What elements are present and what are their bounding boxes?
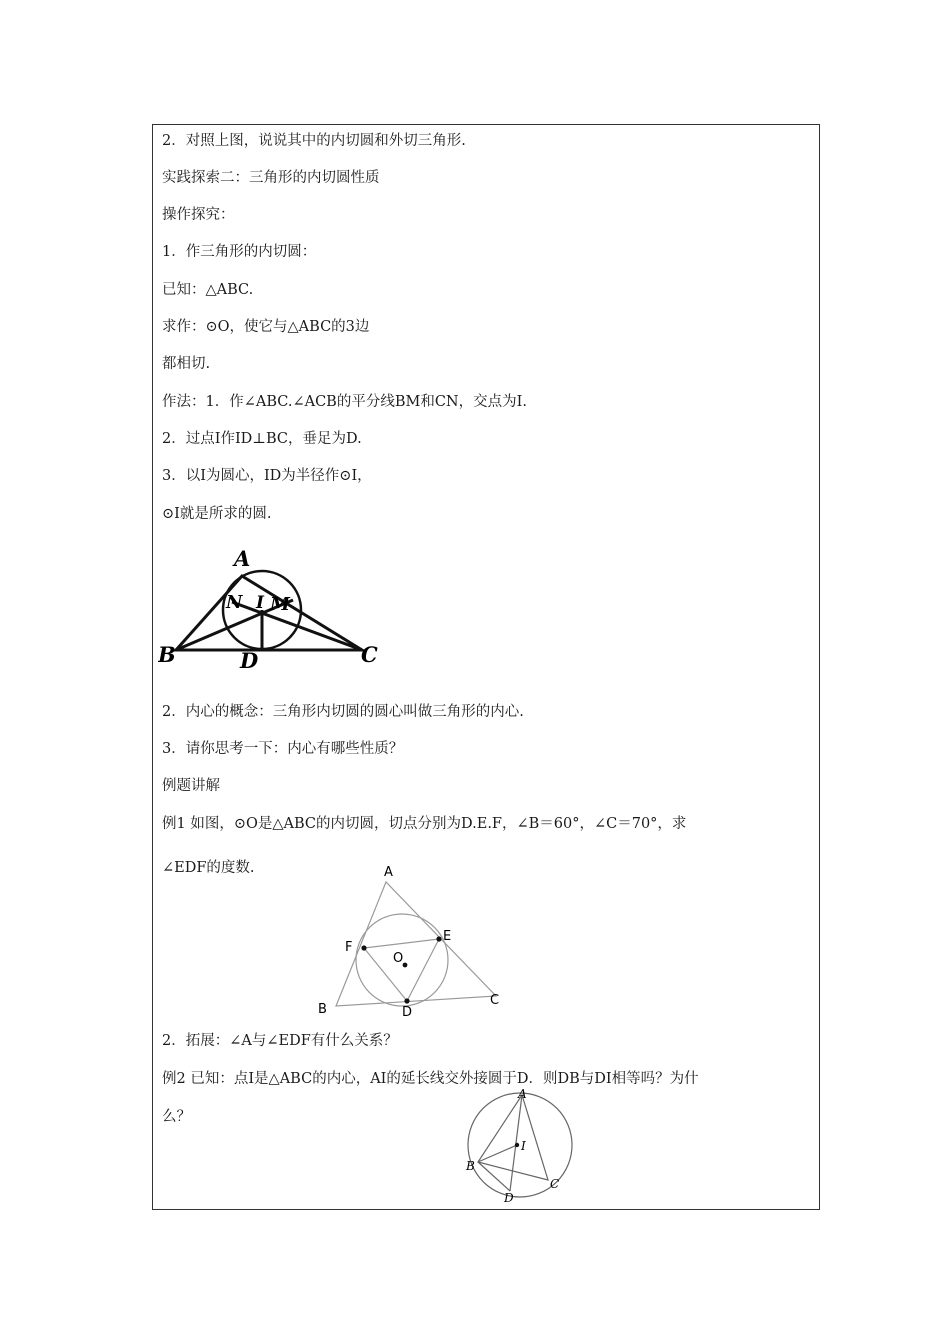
text-line-method-2: 2．过点I作ID⊥BC，垂足为D. xyxy=(162,431,362,447)
text-line-tangent: 都相切. xyxy=(162,356,211,372)
text-line-method-1: 作法：1．作∠ABC.∠ACB的平分线BM和CN，交点为I. xyxy=(162,394,527,410)
label-c: C xyxy=(361,642,378,667)
label-a: A xyxy=(234,546,251,571)
text-line-extension: 2．拓展：∠A与∠EDF有什么关系？ xyxy=(162,1033,398,1049)
label-d: D xyxy=(504,1191,514,1205)
label-i: I xyxy=(521,1139,526,1153)
example-2-question: 么？ xyxy=(162,1109,191,1125)
example-1-question: ∠EDF的度数. xyxy=(162,860,255,876)
label-a: A xyxy=(518,1088,527,1101)
triangle-abc xyxy=(336,882,496,1006)
label-i: I xyxy=(256,593,264,613)
text-line-method-3: 3．以I为圆心，ID为半径作⊙I， xyxy=(162,468,372,484)
label-b: B xyxy=(466,1159,475,1173)
example-1-figure xyxy=(310,860,510,1020)
triangle-def xyxy=(364,939,439,1001)
label-d: D xyxy=(402,1005,413,1020)
label-b: B xyxy=(158,642,176,667)
text-line-construct: 1．作三角形的内切圆： xyxy=(162,244,317,260)
incircle-construction-figure xyxy=(158,540,388,672)
section-heading-incircle-properties: 实践探索二：三角形的内切圆性质 xyxy=(162,170,380,186)
label-f: F xyxy=(345,940,353,955)
label-d: D xyxy=(240,648,259,672)
text-line-think: 3．请你思考一下：内心有哪些性质？ xyxy=(162,741,404,757)
section-heading-examples: 例题讲解 xyxy=(162,778,220,794)
label-c: C xyxy=(550,1177,560,1191)
label-b: B xyxy=(318,1002,327,1017)
example-2-text: 例2 已知：点I是△ABC的内心，AI的延长线交外接圆于D．则DB与DI相等吗？为什 xyxy=(162,1071,699,1087)
label-a: A xyxy=(384,865,393,880)
text-line-1: 2．对照上图，说说其中的内切圆和外切三角形. xyxy=(162,133,466,149)
label-m: M xyxy=(270,594,290,615)
text-line-required: 求作：⊙O，使它与△ABC的3边 xyxy=(162,319,370,335)
text-line-incenter-concept: 2．内心的概念：三角形内切圆的圆心叫做三角形的内心. xyxy=(162,704,524,720)
label-o: O xyxy=(393,951,404,966)
label-c: C xyxy=(490,993,500,1008)
example-1-text: 例1 如图，⊙O是△ABC的内切圆，切点分别为D.E.F，∠B＝60°，∠C＝70°，求 xyxy=(162,816,687,832)
label-e: E xyxy=(443,929,452,944)
text-line-given: 已知：△ABC. xyxy=(162,282,254,298)
text-line-result: ⊙I就是所求的圆. xyxy=(162,506,272,522)
label-n: N xyxy=(226,592,243,613)
text-line-explore: 操作探究： xyxy=(162,207,235,223)
example-2-figure xyxy=(460,1088,590,1206)
